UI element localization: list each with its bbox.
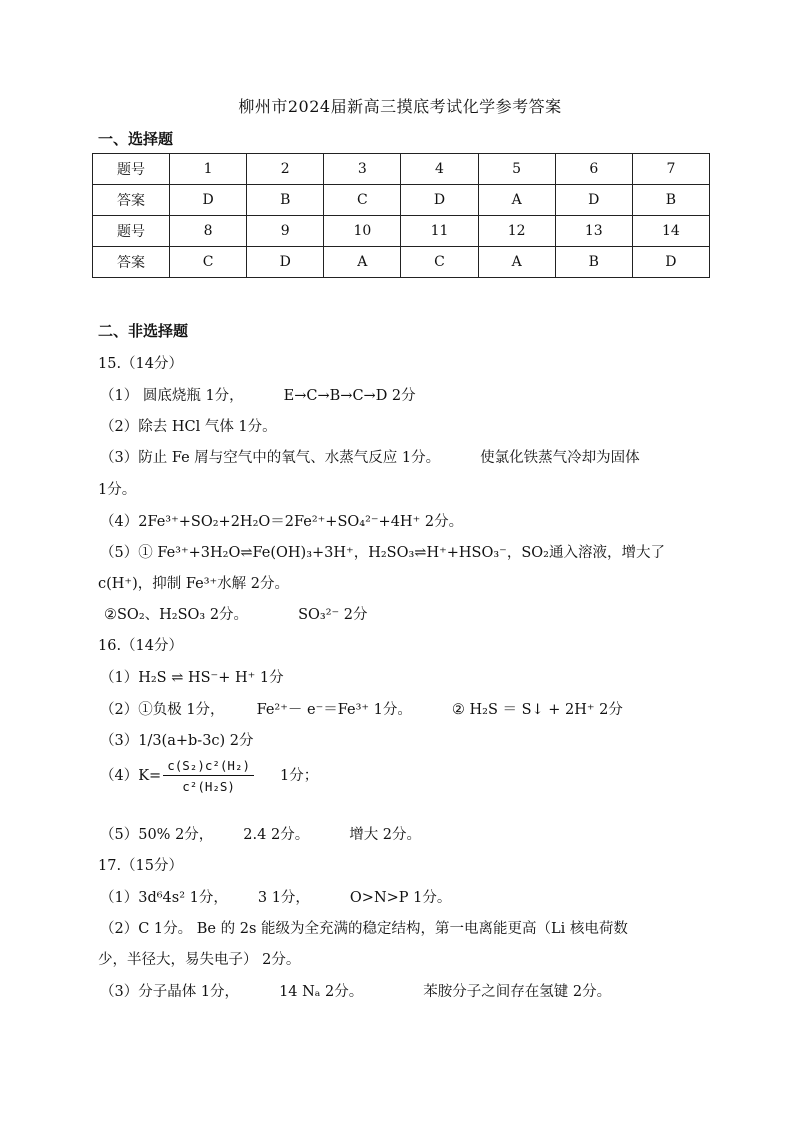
table-row-header: 题号 — [93, 154, 170, 185]
q15-line3-cont: 1分。 — [98, 482, 137, 498]
fraction-denominator: c²(H₂S) — [182, 779, 235, 794]
table-cell: C — [170, 247, 247, 278]
table-row-header: 答案 — [93, 247, 170, 278]
q16-line2-a: （2）①负极 1分， — [100, 702, 225, 718]
q16-line4 — [100, 758, 318, 794]
table-row — [93, 154, 710, 185]
q15-line1 — [100, 384, 416, 405]
q15-line4: （4）2Fe³⁺+SO₂+2H₂O＝2Fe²⁺+SO₄²⁻+4H⁺ 2分。 — [100, 514, 464, 530]
q16-line5 — [100, 823, 421, 844]
table-row-header: 答案 — [93, 185, 170, 216]
table-cell: D — [170, 185, 247, 216]
q15-line3-a: （3）防止 Fe 屑与空气中的氧气、水蒸气反应 1分。 — [100, 450, 441, 466]
table-row — [93, 185, 710, 216]
q16-line5-b: 2.4 2分。 — [243, 827, 310, 843]
q16-title: 16.（14分） — [98, 638, 184, 654]
table-cell: 9 — [247, 216, 324, 247]
table-cell: D — [632, 247, 709, 278]
q16-line2-b: Fe²⁺－ e⁻＝Fe³⁺ 1分。 — [256, 702, 412, 718]
q16-line1: （1）H₂S ⇌ HS⁻+ H⁺ 1分 — [100, 670, 284, 686]
table-cell: B — [555, 247, 632, 278]
table-cell: A — [478, 247, 555, 278]
table-cell: 7 — [632, 154, 709, 185]
section-heading-non-choice: 二、非选择题 — [98, 322, 189, 340]
table-cell: A — [324, 247, 401, 278]
table-cell: 4 — [401, 154, 478, 185]
q17-line1 — [100, 886, 451, 907]
table-cell: 1 — [170, 154, 247, 185]
q15-line3-b: 使氯化铁蒸气冷却为固体 — [480, 450, 640, 466]
q15-title: 15.（14分） — [98, 356, 184, 372]
equilibrium-constant-fraction — [163, 758, 254, 794]
fraction-numerator: c(S₂)c²(H₂) — [163, 758, 254, 776]
table-cell: 3 — [324, 154, 401, 185]
table-cell: 6 — [555, 154, 632, 185]
section-heading-multiple-choice: 一、选择题 — [98, 130, 174, 148]
q17-line3 — [100, 980, 611, 1001]
table-cell: D — [555, 185, 632, 216]
q15-line6-a: ②SO₂、H₂SO₃ 2分。 — [104, 607, 249, 623]
table-cell: C — [324, 185, 401, 216]
q15-line5: （5）① Fe³⁺+3H₂O⇌Fe(OH)₃+3H⁺，H₂SO₃⇌H⁺+HSO₃⁻，SO₂通入溶液，增大了 — [100, 545, 665, 561]
table-row-header: 题号 — [93, 216, 170, 247]
q15-line2: （2）除去 HCl 气体 1分。 — [100, 419, 277, 435]
table-cell: B — [247, 185, 324, 216]
q16-line5-a: （5）50% 2分， — [100, 827, 214, 843]
q16-line5-c: 增大 2分。 — [349, 827, 422, 843]
q17-line3-a: （3）分子晶体 1分， — [100, 984, 240, 1000]
q16-line4-suffix: 1分； — [280, 768, 319, 784]
table-cell: B — [632, 185, 709, 216]
table-cell: 14 — [632, 216, 709, 247]
table-cell: 10 — [324, 216, 401, 247]
q16-line2-c: ② H₂S ＝ S↓ + 2H⁺ 2分 — [451, 702, 623, 718]
q17-line1-b: 3 1分， — [257, 890, 310, 906]
q17-line2: （2）C 1分。 Be 的 2s 能级为全充满的稳定结构，第一电离能更高（Li 核电荷数 — [100, 921, 628, 937]
q15-line1-b: E→C→B→C→D 2分 — [283, 388, 416, 404]
q17-line3-c: 苯胺分子之间存在氢键 2分。 — [423, 984, 612, 1000]
table-cell: D — [401, 185, 478, 216]
q15-line1-a: （1） 圆底烧瓶 1分， — [100, 388, 244, 404]
table-cell: A — [478, 185, 555, 216]
q17-line1-a: （1）3d⁶4s² 1分， — [100, 890, 228, 906]
q16-line3: （3）1/3(a+b-3c) 2分 — [100, 733, 254, 749]
q15-line6 — [104, 603, 368, 624]
q17-line2-cont: 少，半径大，易失电子） 2分。 — [98, 952, 301, 968]
table-cell: D — [247, 247, 324, 278]
q15-line3 — [100, 446, 640, 467]
answer-table — [92, 153, 710, 278]
table-cell: 11 — [401, 216, 478, 247]
table-cell: C — [401, 247, 478, 278]
table-row — [93, 247, 710, 278]
table-cell: 13 — [555, 216, 632, 247]
table-cell: 2 — [247, 154, 324, 185]
q16-line2 — [100, 698, 623, 719]
q17-line3-b: 14 Nₐ 2分。 — [279, 984, 364, 1000]
table-row — [93, 216, 710, 247]
q17-title: 17.（15分） — [98, 858, 184, 874]
q15-line5-cont: c(H⁺)，抑制 Fe³⁺水解 2分。 — [98, 576, 289, 592]
q17-line1-c: O>N>P 1分。 — [349, 890, 452, 906]
q16-line4-prefix: （4）K= — [100, 768, 162, 784]
q15-line6-b: SO₃²⁻ 2分 — [298, 607, 368, 623]
table-cell: 12 — [478, 216, 555, 247]
table-cell: 8 — [170, 216, 247, 247]
page-title: 柳州市2024届新高三摸底考试化学参考答案 — [238, 97, 562, 116]
table-cell: 5 — [478, 154, 555, 185]
